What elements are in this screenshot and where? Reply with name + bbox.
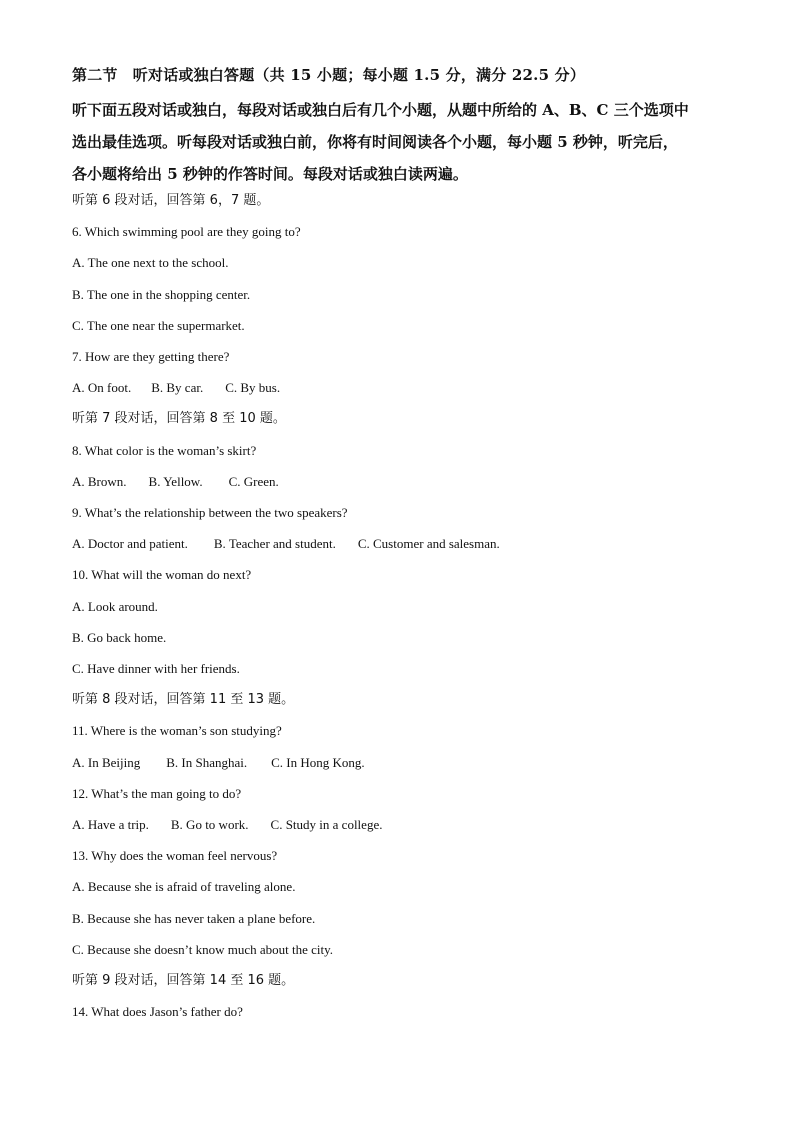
option-13b: B. Because she has never taken a plane before. xyxy=(72,911,316,926)
dialogue-header-7: 听第 7 段对话，回答第 8 至 10 题。 xyxy=(72,411,286,426)
option-7a: A. On foot. xyxy=(72,380,132,395)
options-8 xyxy=(72,473,279,491)
dialogue-header-9: 听第 9 段对话，回答第 14 至 16 题。 xyxy=(72,973,295,988)
question-11: 11. Where is the woman’s son studying? xyxy=(72,723,282,738)
question-8: 8. What color is the woman’s skirt? xyxy=(72,443,257,458)
question-14: 14. What does Jason’s father do? xyxy=(72,1004,243,1019)
question-9: 9. What’s the relationship between the two speakers? xyxy=(72,505,348,520)
option-6b: B. The one in the shopping center. xyxy=(72,287,251,302)
option-12a: A. Have a trip. xyxy=(72,817,149,832)
option-8b: B. Yellow. xyxy=(148,474,203,489)
option-8a: A. Brown. xyxy=(72,474,127,489)
option-7c: C. By bus. xyxy=(225,380,281,395)
option-6a: A. The one next to the school. xyxy=(72,255,229,270)
option-11b: B. In Shanghai. xyxy=(166,755,248,770)
option-9c: C. Customer and salesman. xyxy=(357,536,500,551)
option-9b: B. Teacher and student. xyxy=(213,536,336,551)
option-13a: A. Because she is afraid of traveling alone. xyxy=(72,879,296,894)
question-10: 10. What will the woman do next? xyxy=(72,567,252,582)
option-10b: B. Go back home. xyxy=(72,630,167,645)
option-10a: A. Look around. xyxy=(72,599,158,614)
dialogue-header-8: 听第 8 段对话，回答第 11 至 13 题。 xyxy=(72,692,295,707)
instructions xyxy=(72,94,732,190)
option-12c: C. Study in a college. xyxy=(270,817,383,832)
options-12 xyxy=(72,816,382,834)
dialogue-header-6: 听第 6 段对话，回答第 6，7 题。 xyxy=(72,193,270,208)
options-9 xyxy=(72,535,500,553)
options-7 xyxy=(72,379,280,397)
option-10c: C. Have dinner with her friends. xyxy=(72,661,240,676)
question-12: 12. What’s the man going to do? xyxy=(72,786,242,801)
instructions-line: 各小题将给出 5 秒钟的作答时间。每段对话或独白读两遍。 xyxy=(72,165,468,183)
instructions-line: 听下面五段对话或独白，每段对话或独白后有几个小题，从题中所给的 A、B、C 三个选项中 xyxy=(72,101,689,119)
option-11c: C. In Hong Kong. xyxy=(271,755,365,770)
option-12b: B. Go to work. xyxy=(170,817,249,832)
option-7b: B. By car. xyxy=(151,380,204,395)
option-9a: A. Doctor and patient. xyxy=(72,536,188,551)
question-6: 6. Which swimming pool are they going to? xyxy=(72,224,301,239)
option-6c: C. The one near the supermarket. xyxy=(72,318,245,333)
options-11 xyxy=(72,754,365,772)
instructions-line: 选出最佳选项。听每段对话或独白前，你将有时间阅读各个小题，每小题 5 秒钟，听完后， xyxy=(72,133,678,151)
option-8c: C. Green. xyxy=(228,474,279,489)
option-11a: A. In Beijing xyxy=(72,755,141,770)
section-heading: 第二节 听对话或独白答题（共 15 小题；每小题 1.5 分，满分 22.5 分） xyxy=(72,66,586,84)
question-13: 13. Why does the woman feel nervous? xyxy=(72,848,278,863)
question-7: 7. How are they getting there? xyxy=(72,349,230,364)
option-13c: C. Because she doesn’t know much about the city. xyxy=(72,942,334,957)
